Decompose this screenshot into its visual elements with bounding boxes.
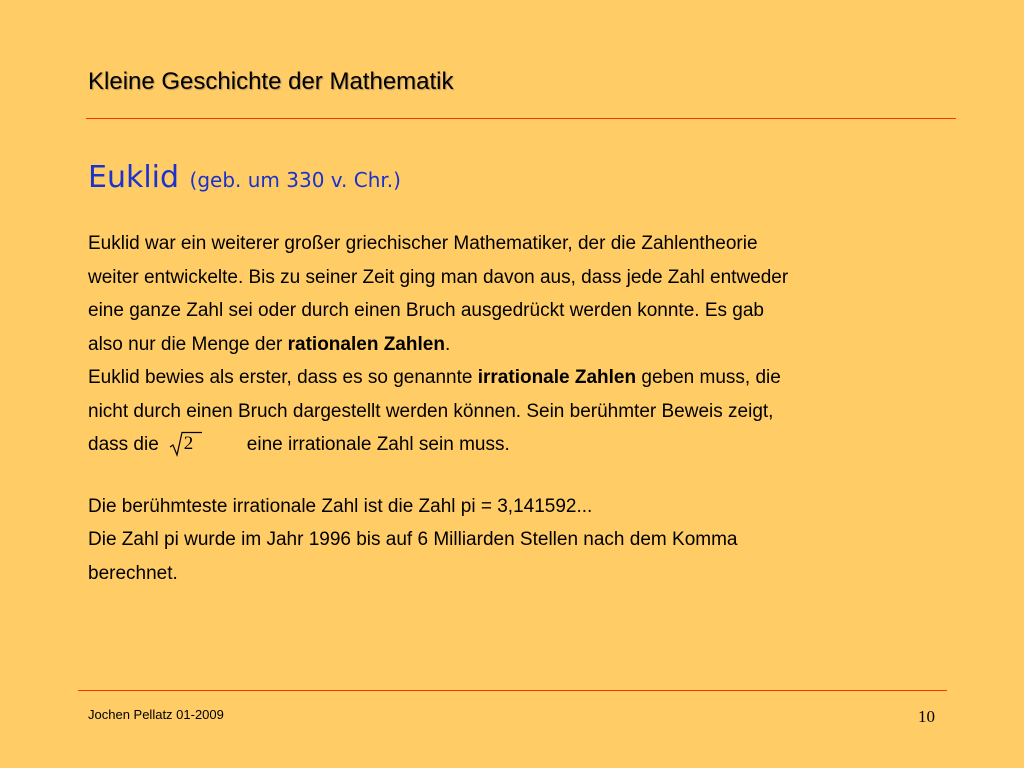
footer-author: Jochen Pellatz 01-2009 <box>88 707 224 722</box>
body-text-segment: geben muss, die <box>636 367 781 388</box>
heading-main: Euklid <box>88 160 180 195</box>
body-text-segment: eine irrationale Zahl sein muss. <box>246 434 510 455</box>
body-text-segment: dass die <box>88 434 159 455</box>
body-line: eine ganze Zahl sei oder durch einen Bruch ausgedrückt werden konnte. Es gab <box>88 300 764 321</box>
body-line <box>88 428 948 462</box>
term-irrational-numbers: irrationale Zahlen <box>477 367 637 388</box>
term-rational-numbers: rationalen Zahlen <box>287 333 445 355</box>
body-line: Die berühmteste irrationale Zahl ist die Zahl pi = 3,141592... <box>88 495 593 517</box>
body-line: berechnet. <box>88 562 178 584</box>
slide-title: Kleine Geschichte der Mathematik <box>88 68 454 95</box>
page-number: 10 <box>918 707 935 726</box>
paragraph-spacer <box>88 462 948 490</box>
heading-subtitle: (geb. um 330 v. Chr.) <box>189 168 401 192</box>
sqrt-radicand: 2 <box>183 433 194 454</box>
body-line: nicht durch einen Bruch dargestellt werden können. Sein berühmter Beweis zeigt, <box>88 400 774 422</box>
footer-divider <box>78 690 947 691</box>
sqrt-formula <box>169 431 203 457</box>
body-line: Die Zahl pi wurde im Jahr 1996 bis auf 6 Milliarden Stellen nach dem Komma <box>88 529 738 550</box>
body-line: Euklid war ein weiterer großer griechischer Mathematiker, der die Zahlentheorie <box>88 233 758 254</box>
body-text-segment: Euklid bewies als erster, dass es so genannte <box>88 367 478 388</box>
section-heading <box>88 160 401 195</box>
body-line <box>88 328 948 362</box>
body-text-segment: also nur die Menge der <box>88 333 288 355</box>
body-text <box>88 227 948 590</box>
body-text-segment: . <box>444 333 451 355</box>
title-divider <box>86 118 956 119</box>
body-line: weiter entwickelte. Bis zu seiner Zeit ging man davon aus, dass jede Zahl entweder <box>88 266 789 288</box>
body-line <box>88 361 948 395</box>
